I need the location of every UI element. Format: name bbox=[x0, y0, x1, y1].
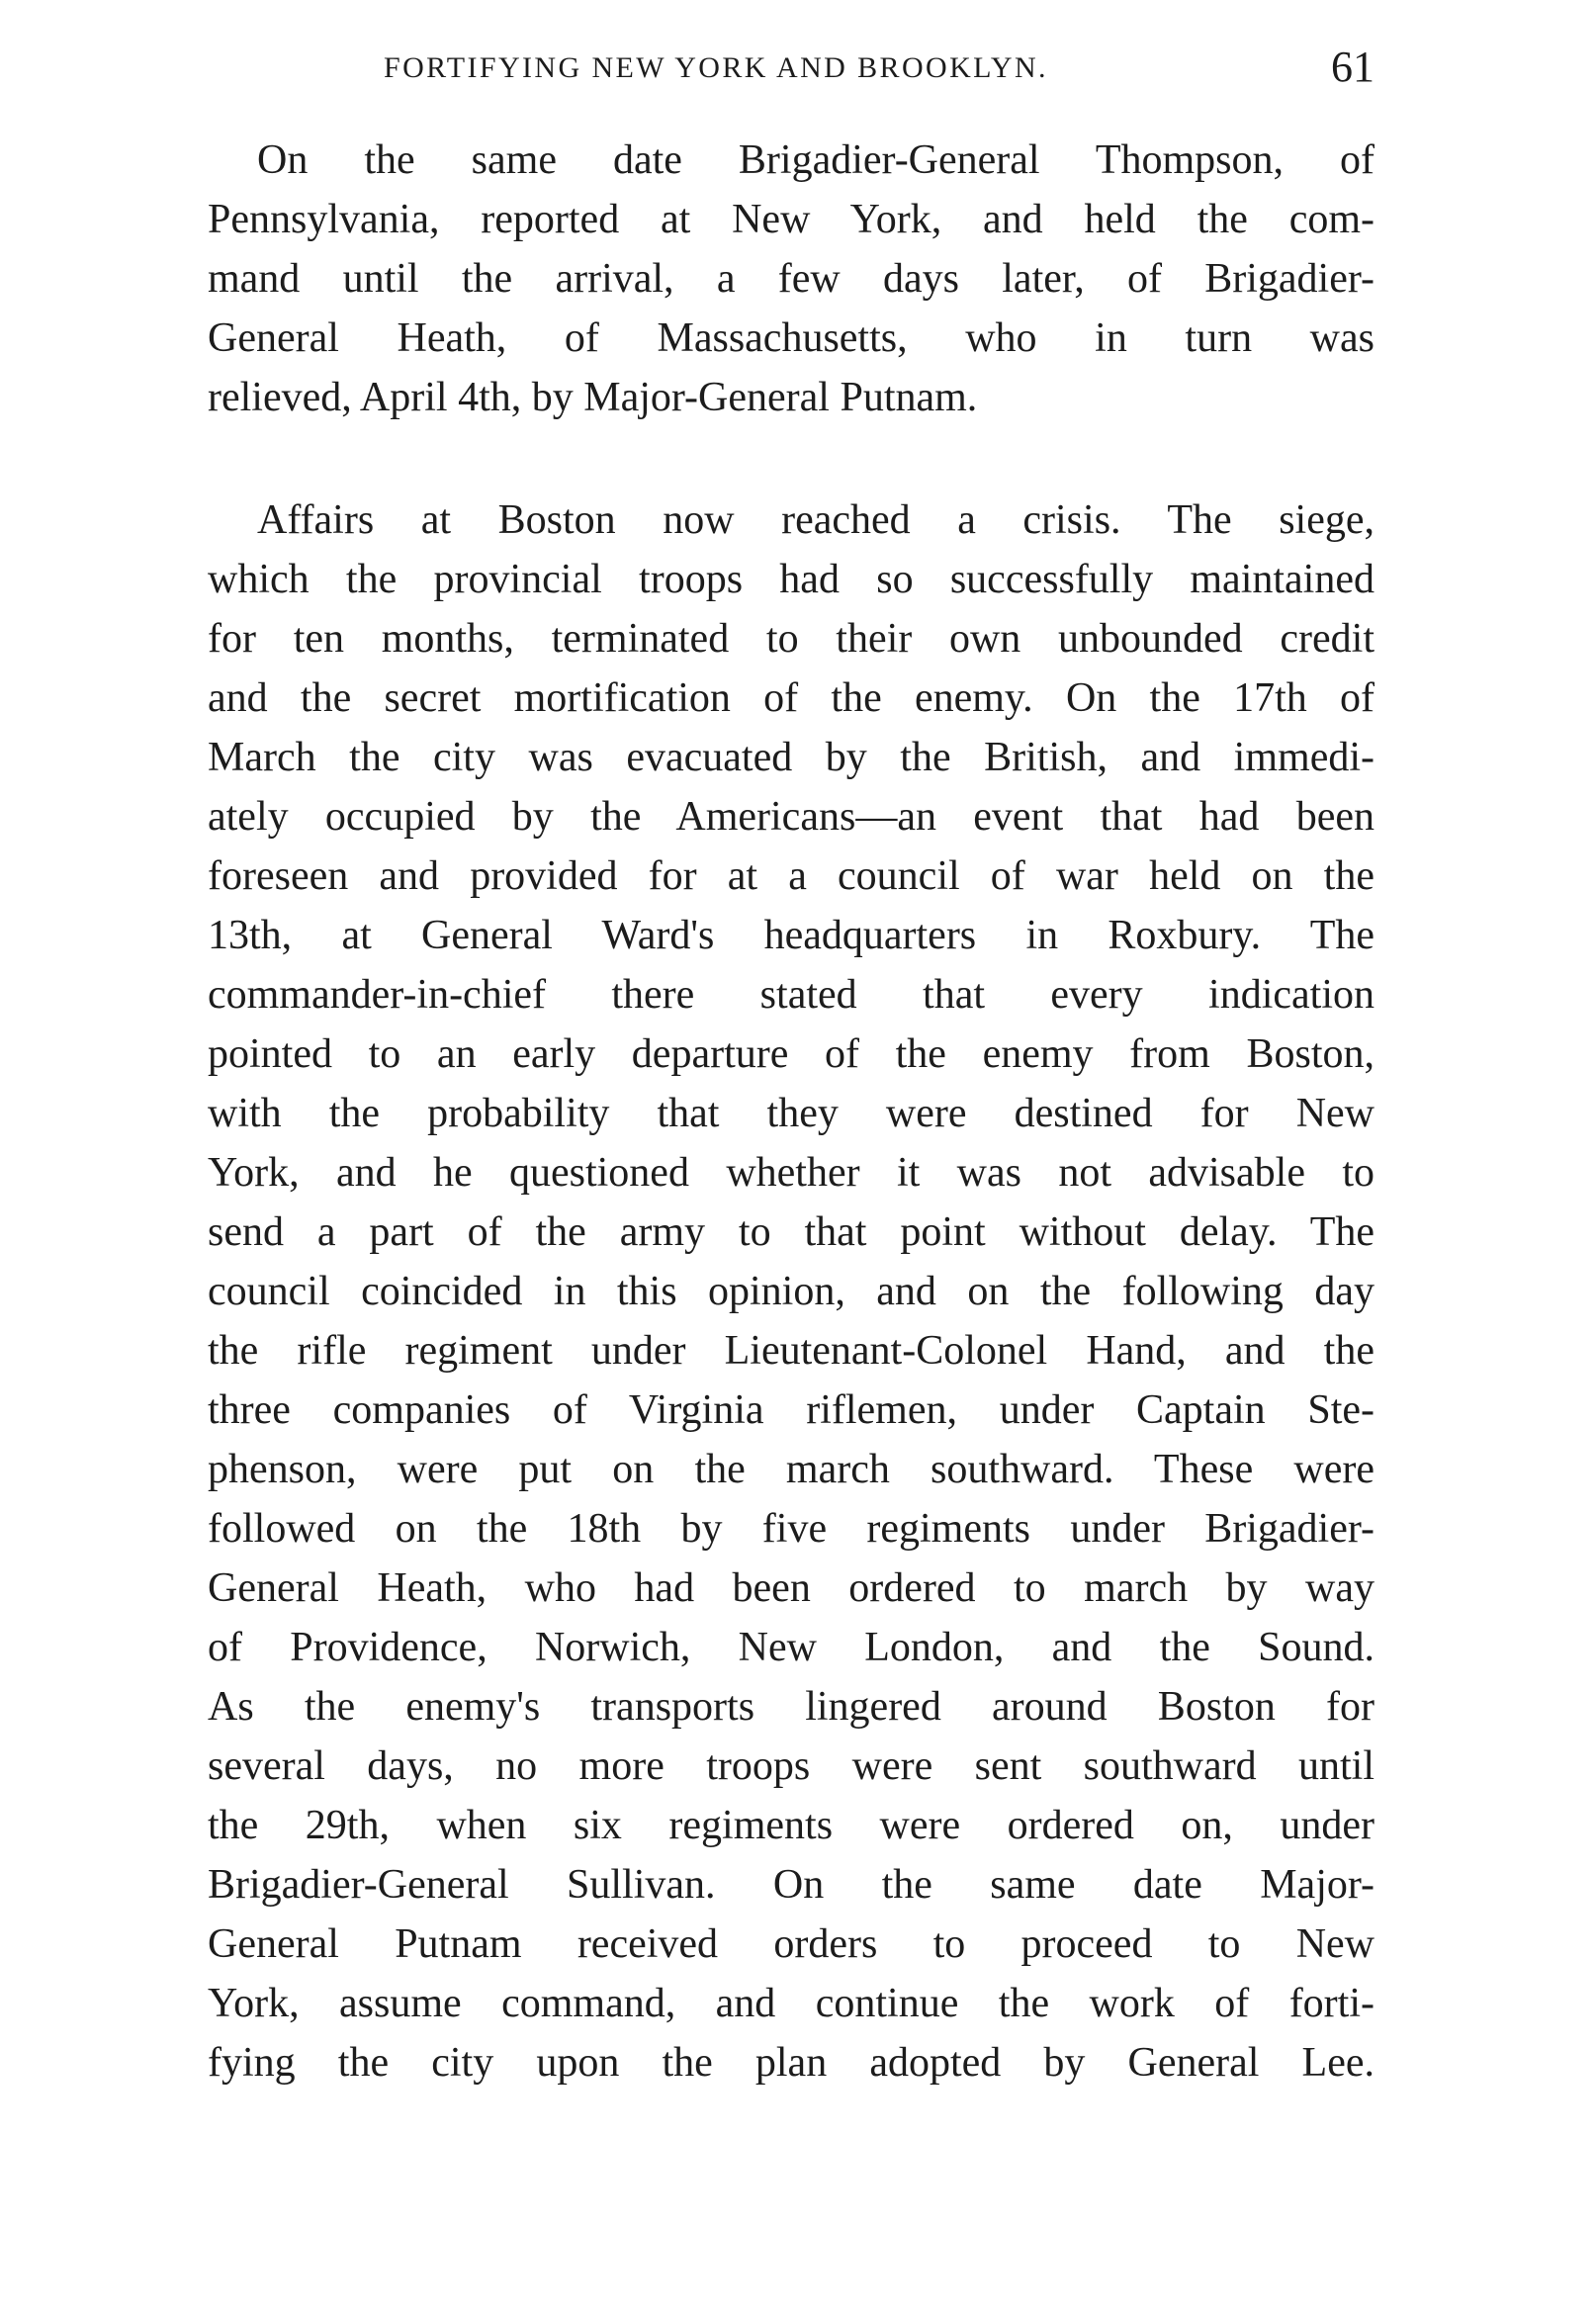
text-line: commander-in-chief there stated that every indication bbox=[208, 972, 1374, 1018]
text-line: ately occupied by the Americans—an event that had been bbox=[208, 794, 1374, 840]
text-line: three companies of Virginia riflemen, under Captain Ste- bbox=[208, 1387, 1374, 1433]
text-line: General Heath, who had been ordered to march by way bbox=[208, 1565, 1374, 1611]
text-line: York, and he questioned whether it was not advisable to bbox=[208, 1150, 1374, 1196]
page-number: 61 bbox=[1331, 43, 1374, 91]
text-line: Brigadier-General Sullivan. On the same date Major- bbox=[208, 1862, 1374, 1908]
text-line: General Putnam received orders to proceed to New bbox=[208, 1921, 1374, 1967]
text-line: York, assume command, and continue the work of forti- bbox=[208, 1981, 1374, 2026]
text-line: As the enemy's transports lingered around Boston for bbox=[208, 1684, 1374, 1730]
text-line: March the city was evacuated by the British, and immedi- bbox=[208, 735, 1374, 780]
text-line: relieved, April 4th, by Major-General Putnam. bbox=[208, 375, 978, 420]
text-line: Pennsylvania, reported at New York, and held the com- bbox=[208, 197, 1374, 242]
text-line: followed on the 18th by five regiments under Brigadier- bbox=[208, 1506, 1374, 1552]
text-line: 13th, at General Ward's headquarters in Roxbury. The bbox=[208, 913, 1374, 958]
running-head bbox=[208, 43, 1374, 97]
text-line: fying the city upon the plan adopted by General Lee. bbox=[208, 2040, 1374, 2086]
text-line: General Heath, of Massachusetts, who in turn was bbox=[208, 315, 1374, 361]
paragraph-2 bbox=[208, 490, 1374, 2093]
text-line: which the provincial troops had so successfully maintained bbox=[208, 557, 1374, 602]
text-line: council coincided in this opinion, and on the following day bbox=[208, 1269, 1374, 1314]
text-line: for ten months, terminated to their own unbounded credit bbox=[208, 616, 1374, 662]
text-line: with the probability that they were destined for New bbox=[208, 1091, 1374, 1136]
text-line: the 29th, when six regiments were ordered on, under bbox=[208, 1803, 1374, 1848]
text-line: foreseen and provided for at a council of war held on the bbox=[208, 853, 1374, 899]
text-line: several days, no more troops were sent southward until bbox=[208, 1743, 1374, 1789]
text-line: Affairs at Boston now reached a crisis. The siege, bbox=[257, 497, 1374, 543]
paragraph-1 bbox=[208, 131, 1374, 427]
text-line: send a part of the army to that point without delay. The bbox=[208, 1209, 1374, 1255]
running-title: FORTIFYING NEW YORK AND BROOKLYN. bbox=[384, 51, 1048, 84]
text-line: of Providence, Norwich, New London, and the Sound. bbox=[208, 1625, 1374, 1670]
text-line: phenson, were put on the march southward. These were bbox=[208, 1447, 1374, 1492]
text-line: mand until the arrival, a few days later, of Brigadier- bbox=[208, 256, 1374, 302]
text-line: and the secret mortification of the enemy. On the 17th of bbox=[208, 675, 1374, 721]
text-line: On the same date Brigadier-General Thompson, of bbox=[257, 137, 1374, 183]
text-line: the rifle regiment under Lieutenant-Colonel Hand, and the bbox=[208, 1328, 1374, 1374]
text-line: pointed to an early departure of the enemy from Boston, bbox=[208, 1031, 1374, 1077]
